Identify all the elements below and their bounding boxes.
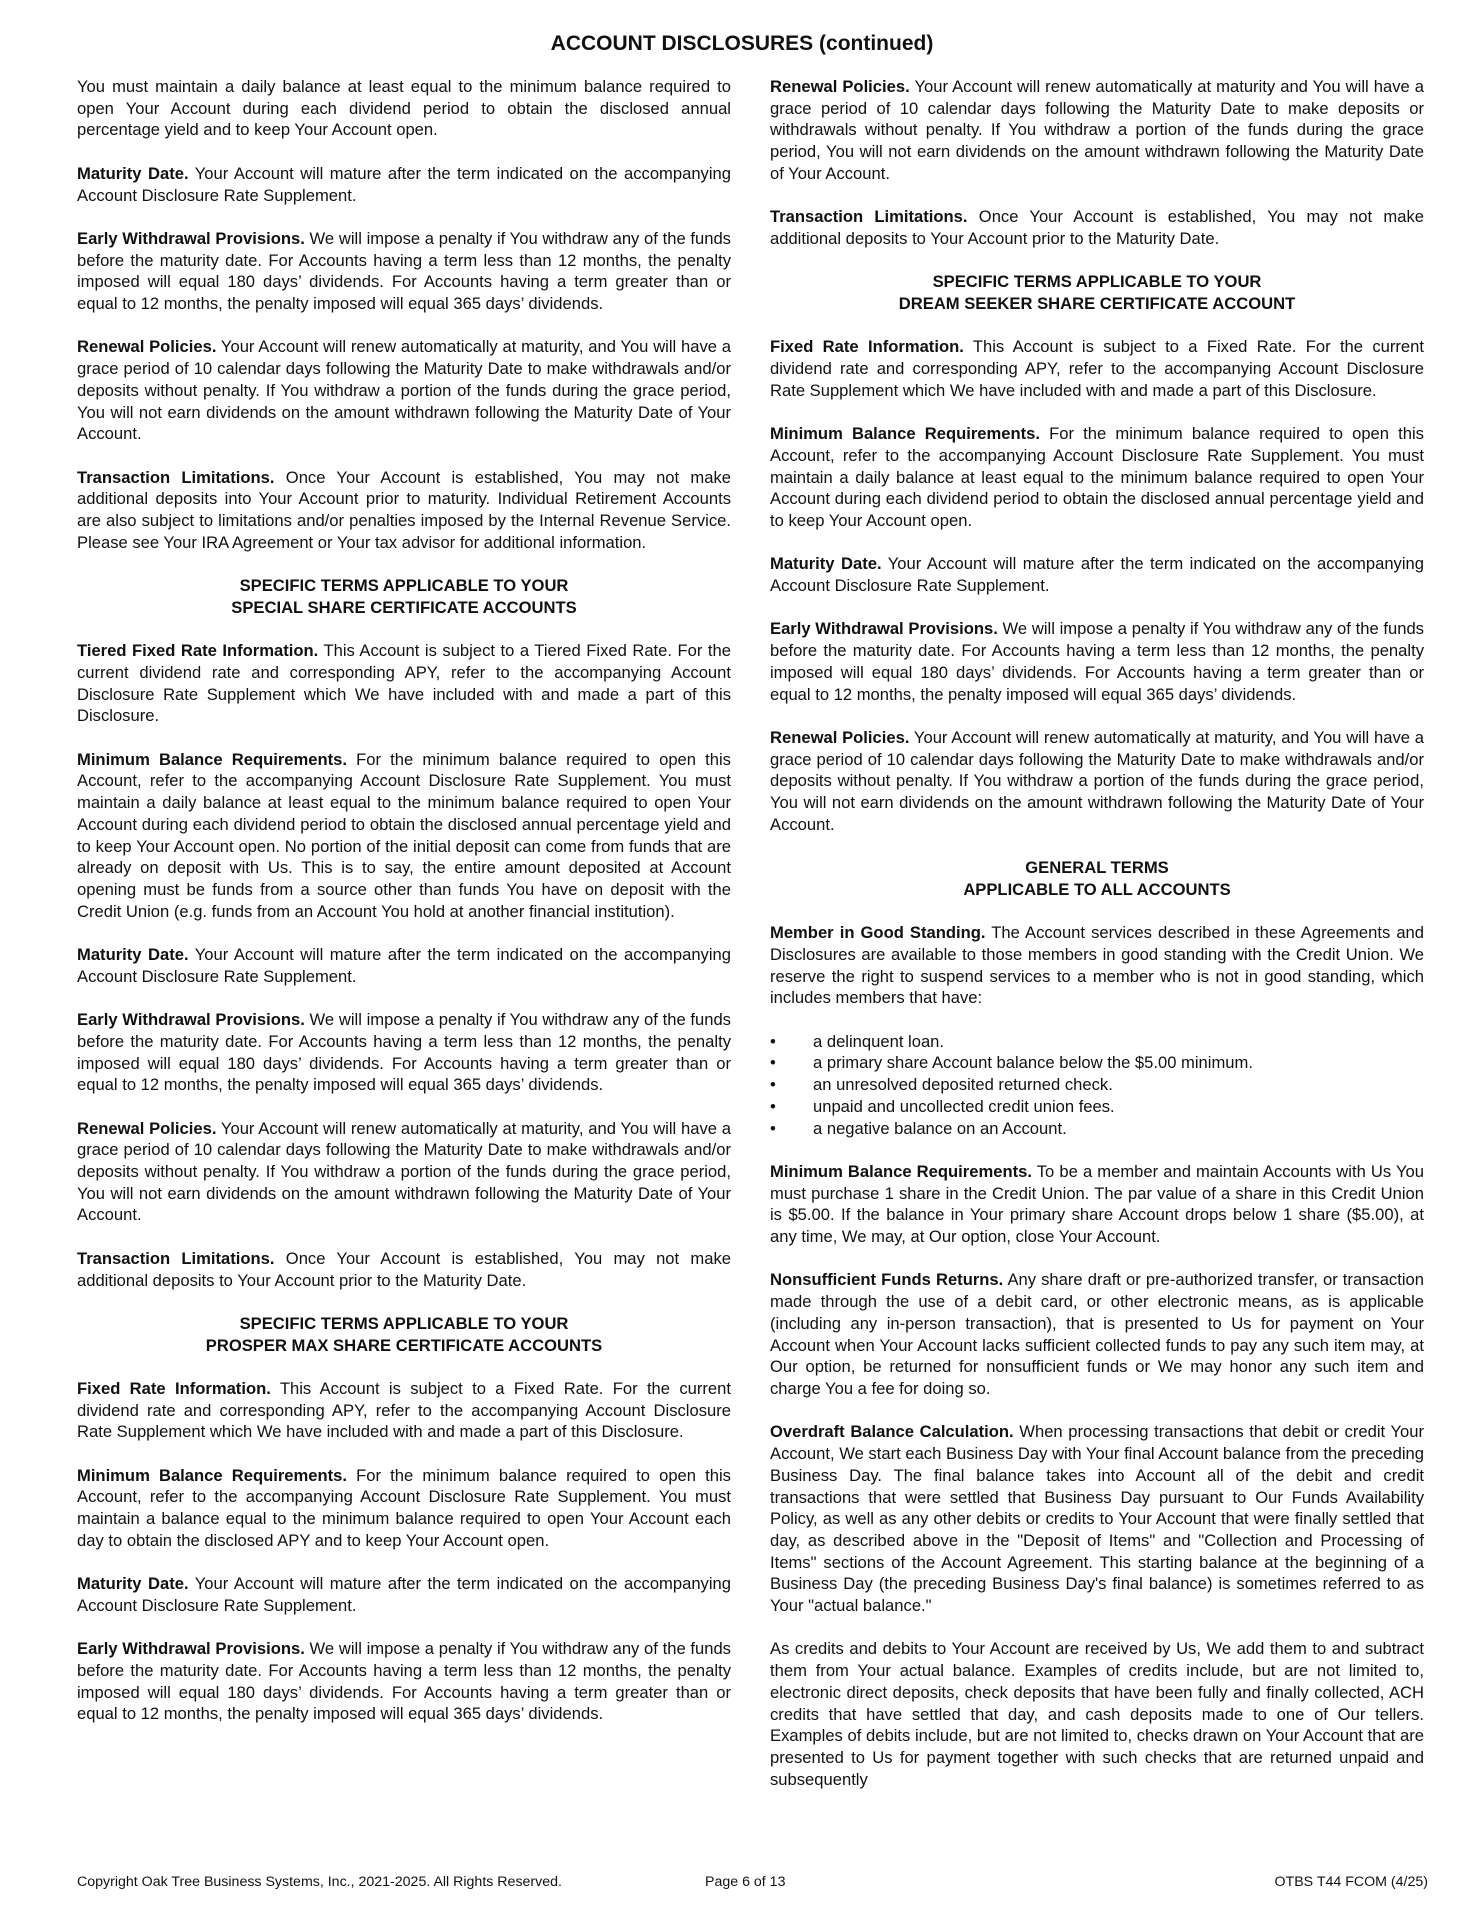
paragraph-text: We will impose a penalty if You withdraw any of the funds before the maturity date. For Accounts having a term less than 12 months, the penalty imposed will equal 180 days’ dividends. For Accounts having a term greater than or equal to 12 months, the penalty imposed will equal 365 days’ dividends. — [77, 1639, 731, 1724]
left-column — [77, 76, 731, 1747]
right-column — [770, 76, 1424, 1812]
paragraph — [770, 553, 1424, 596]
list-item — [770, 1031, 1424, 1053]
paragraph-text: Your Account will mature after the term indicated on the accompanying Account Disclosure Rate Supplement. — [770, 554, 1424, 596]
list-item — [770, 1052, 1424, 1074]
bullet-icon: • — [770, 1031, 776, 1051]
paragraph — [770, 618, 1424, 705]
paragraph-text: To be a member and maintain Accounts with Us You must purchase 1 share in the Credit Union. The par value of a share in this Credit Union is $5.00. If the balance in Your primary share Account drops below 1 share ($5.00), at any time, We may, at Our option, close Your Account. — [770, 1161, 1424, 1247]
paragraph-lead: Fixed Rate Information. — [77, 1378, 271, 1398]
paragraph-text: For the minimum balance required to open this Account, refer to the accompanying Account Disclosure Rate Supplement. You must maintain a balance equal to the minimum balance required to open Your Account each day to obtain the disclosed APY and to keep Your Account open. — [77, 1465, 731, 1550]
paragraph-text: Once Your Account is established, You may not make additional deposits to Your Account prior to the Maturity Date. — [77, 1248, 731, 1290]
section-heading-line: SPECIFIC TERMS APPLICABLE TO YOUR — [239, 1313, 569, 1333]
paragraph-lead: Transaction Limitations. — [77, 467, 275, 487]
paragraph-lead: Renewal Policies. — [770, 727, 910, 747]
paragraph — [770, 1421, 1424, 1616]
paragraph-text: As credits and debits to Your Account are received by Us, We add them to and subtract them from Your actual balance. Examples of credits include, but are not limited to, electronic direct deposits, check deposits that have been fully and finally collected, ACH credits that have settled that day, and cash deposits made to one of Our tellers. Examples of debits include, but are not limited to, checks drawn on Your Account that are presented to Us for payment together with such checks that are returned unpaid and subsequently — [770, 1639, 1424, 1789]
section-heading — [770, 857, 1424, 900]
paragraph — [770, 727, 1424, 836]
paragraph — [77, 1009, 731, 1096]
paragraph-text: Your Account will mature after the term indicated on the accompanying Account Disclosure Rate Supplement. — [77, 945, 731, 986]
paragraph-text: When processing transactions that debit or credit Your Account, We start each Business Day with Your final Account balance from the preceding Business Day. The final balance takes into Account all of the debit and credit transactions that were settled that Business Day pursuant to Our Funds Availability Policy, as well as any other debits or credits to Your Account that were finally settled that day, as described above in the "Deposit of Items" and "Collection and Processing of Items" sections of the Account Agreement. This starting balance at the beginning of a Business Day (the preceding Business Day's final balance) is sometimes referred to as Your "actual balance." — [770, 1422, 1424, 1616]
paragraph-lead: Early Withdrawal Provisions. — [77, 1010, 305, 1030]
bullet-icon: • — [770, 1118, 776, 1138]
paragraph-lead: Fixed Rate Information. — [770, 337, 964, 357]
paragraph-lead: Transaction Limitations. — [77, 1248, 275, 1268]
section-heading-line: SPECIFIC TERMS APPLICABLE TO YOUR — [932, 272, 1262, 292]
paragraph — [770, 206, 1424, 249]
paragraph-text: Your Account will mature after the term indicated on the accompanying Account Disclosure Rate Supplement. — [77, 1574, 731, 1615]
paragraph-lead: Maturity Date. — [77, 163, 189, 183]
section-heading — [770, 271, 1424, 314]
paragraph-lead: Member in Good Standing. — [770, 923, 986, 943]
paragraph-lead: Maturity Date. — [770, 554, 882, 574]
paragraph-text: The Account services described in these Agreements and Disclosures are available to those members in good standing with the Credit Union. We reserve the right to suspend services to a member who is not in good standing, which includes members that have: — [770, 923, 1425, 1008]
paragraph — [77, 1248, 731, 1291]
footer-form-code: OTBS T44 FCOM (4/25) — [1274, 1874, 1428, 1890]
paragraph-text: You must maintain a daily balance at least equal to the minimum balance required to open Your Account during each dividend period to obtain the disclosed annual percentage yield and to keep Your Account open. — [77, 77, 731, 140]
paragraph-lead: Early Withdrawal Provisions. — [77, 228, 305, 248]
paragraph — [770, 336, 1424, 401]
bullet-icon: • — [770, 1053, 776, 1073]
page-title: ACCOUNT DISCLOSURES (continued) — [550, 32, 934, 55]
paragraph — [77, 1378, 731, 1443]
section-heading-line: PROSPER MAX SHARE CERTIFICATE ACCOUNTS — [205, 1335, 603, 1355]
paragraph — [770, 1161, 1424, 1248]
paragraph — [77, 1465, 731, 1552]
paragraph-lead: Early Withdrawal Provisions. — [77, 1639, 305, 1659]
paragraph — [77, 336, 731, 445]
bullet-icon: • — [770, 1075, 776, 1095]
paragraph — [77, 163, 731, 206]
paragraph — [770, 1638, 1424, 1790]
paragraph-lead: Renewal Policies. — [77, 1118, 217, 1138]
paragraph-text: This Account is subject to a Fixed Rate. For the current dividend rate and corresponding APY, refer to the accompanying Account Disclosure Rate Supplement which We have included with and made a part of this Disclosure. — [77, 1378, 731, 1442]
paragraph — [77, 1118, 731, 1227]
paragraph-lead: Renewal Policies. — [770, 77, 910, 96]
paragraph-text: Your Account will renew automatically at maturity and You will have a grace period of 10 calendar days following the Maturity Date to make deposits or withdrawals without penalty. If You withdraw a portion of the funds during the grace period, You will not earn dividends on the amount withdrawn following the Maturity Date of Your Account. — [770, 77, 1425, 183]
section-heading-line: SPECIAL SHARE CERTIFICATE ACCOUNTS — [231, 597, 577, 617]
paragraph-text: For the minimum balance required to open this Account, refer to the accompanying Account Disclosure Rate Supplement. You must maintain a daily balance at least equal to the minimum balance required to open Your Account during each dividend period to obtain the disclosed annual percentage yield and to keep Your Account open. No portion of the initial deposit can come from funds that are already on deposit with Us. This is to say, the entire amount deposited at Account opening must be funds from a source other than funds You have on deposit with the Credit Union (e.g. funds from an Account You hold at another financial institution). — [77, 749, 731, 921]
section-heading — [77, 575, 731, 618]
paragraph — [770, 922, 1424, 1009]
bullet-list — [770, 1031, 1424, 1140]
paragraph — [77, 749, 731, 923]
paragraph-lead: Transaction Limitations. — [770, 207, 968, 227]
paragraph — [77, 1573, 731, 1616]
paragraph-text: Your Account will renew automatically at maturity, and You will have a grace period of 10 calendar days following the Maturity Date to make withdrawals and/or deposits without penalty. If You withdraw a portion of the funds during the grace period, You will not earn dividends on the amount withdrawn following the Maturity Date of Your Account. — [77, 1118, 732, 1225]
paragraph — [770, 1269, 1424, 1399]
paragraph-text: Your Account will renew automatically at maturity, and You will have a grace period of 10 calendar days following the Maturity Date to make withdrawals and/or deposits without penalty. If You withdraw a portion of the funds during the grace period, You will not earn dividends on the amount withdrawn following the Maturity Date of Your Account. — [770, 727, 1425, 834]
paragraph-text: This Account is subject to a Fixed Rate. For the current dividend rate and corresponding APY, refer to the accompanying Account Disclosure Rate Supplement which We have included with and made a part of this Disclosure. — [770, 337, 1424, 400]
paragraph — [77, 640, 731, 727]
paragraph-text: Once Your Account is established, You may not make additional deposits to Your Account prior to the Maturity Date. — [770, 207, 1424, 248]
paragraph-lead: Tiered Fixed Rate Information. — [77, 641, 319, 661]
section-heading-line: SPECIFIC TERMS APPLICABLE TO YOUR — [239, 576, 569, 596]
paragraph-text: This Account is subject to a Tiered Fixed Rate. For the current dividend rate and corresponding APY, refer to the accompanying Account Disclosure Rate Supplement which We have included with and made a part of this Disclosure. — [77, 641, 732, 726]
footer-copyright: Copyright Oak Tree Business Systems, Inc., 2021-2025. All Rights Reserved. — [77, 1874, 562, 1890]
paragraph-text: Once Your Account is established, You may not make additional deposits into Your Account prior to maturity. Individual Retirement Accounts are also subject to limitations and/or penalties imposed by the Internal Revenue Service. Please see Your IRA Agreement or Your tax advisor for additional information. — [77, 467, 731, 552]
paragraph-lead: Overdraft Balance Calculation. — [770, 1422, 1014, 1442]
paragraph-text: Any share draft or pre-authorized transfer, or transaction made through the use of a debit card, or other electronic means, as is applicable (including any in-person transaction), that is presented to Us for payment on Your Account when Your Account lacks sufficient collected funds to pay any such item may, at Our option, be returned for nonsufficient funds or We may honor any such item and charge You a fee for doing so. — [770, 1270, 1424, 1398]
paragraph — [77, 228, 731, 315]
paragraph — [77, 944, 731, 987]
section-heading — [77, 1313, 731, 1356]
paragraph-lead: Early Withdrawal Provisions. — [770, 619, 998, 639]
paragraph-lead: Minimum Balance Requirements. — [77, 749, 348, 769]
paragraph-lead: Renewal Policies. — [77, 337, 217, 357]
list-item-text: an unresolved deposited returned check. — [813, 1075, 1113, 1095]
paragraph-text: Your Account will renew automatically at maturity, and You will have a grace period of 10 calendar days following the Maturity Date to make withdrawals and/or deposits without penalty. If You withdraw a portion of the funds during the grace period, You will not earn dividends on the amount withdrawn following the Maturity Date of Your Account. — [77, 337, 732, 444]
list-item-text: a delinquent loan. — [813, 1031, 945, 1051]
section-heading-line: GENERAL TERMS — [1025, 858, 1169, 878]
paragraph-lead: Nonsufficient Funds Returns. — [770, 1270, 1004, 1290]
list-item-text: unpaid and uncollected credit union fees. — [813, 1096, 1115, 1116]
paragraph — [77, 76, 731, 141]
paragraph — [77, 1638, 731, 1725]
paragraph-lead: Maturity Date. — [77, 945, 189, 964]
paragraph-lead: Minimum Balance Requirements. — [770, 1161, 1032, 1181]
bullet-icon: • — [770, 1096, 776, 1116]
list-item — [770, 1118, 1424, 1140]
list-item-text: a negative balance on an Account. — [813, 1118, 1067, 1138]
paragraph — [770, 423, 1424, 532]
list-item — [770, 1074, 1424, 1096]
paragraph-lead: Maturity Date. — [77, 1574, 189, 1594]
footer-page-number: Page 6 of 13 — [705, 1874, 786, 1890]
paragraph-lead: Minimum Balance Requirements. — [770, 424, 1041, 444]
list-item — [770, 1096, 1424, 1118]
section-heading-line: APPLICABLE TO ALL ACCOUNTS — [963, 879, 1231, 899]
section-heading-line: DREAM SEEKER SHARE CERTIFICATE ACCOUNT — [898, 294, 1296, 313]
paragraph — [77, 467, 731, 554]
paragraph-lead: Minimum Balance Requirements. — [77, 1465, 348, 1485]
paragraph-text: For the minimum balance required to open this Account, refer to the accompanying Account Disclosure Rate Supplement. You must maintain a daily balance at least equal to the minimum balance required to open Your Account during each dividend period to obtain the disclosed annual percentage yield and to keep Your Account open. — [770, 424, 1424, 530]
paragraph-text: We will impose a penalty if You withdraw any of the funds before the maturity date. For Accounts having a term less than 12 months, the penalty imposed will equal 180 days’ dividends. For Accounts having a term greater than or equal to 12 months, the penalty imposed will equal 365 days’ dividends. — [77, 1010, 731, 1095]
list-item-text: a primary share Account balance below the $5.00 minimum. — [813, 1053, 1253, 1073]
paragraph-text: Your Account will mature after the term indicated on the accompanying Account Disclosure Rate Supplement. — [77, 163, 731, 205]
paragraph-text: We will impose a penalty if You withdraw any of the funds before the maturity date. For Accounts having a term less than 12 months, the penalty imposed will equal 180 days’ dividends. For Accounts having a term greater than or equal to 12 months, the penalty imposed will equal 365 days’ dividends. — [770, 619, 1424, 704]
paragraph — [770, 76, 1424, 185]
paragraph-text: We will impose a penalty if You withdraw any of the funds before the maturity date. For Accounts having a term less than 12 months, the penalty imposed will equal 180 days’ dividends. For Accounts having a term greater than or equal to 12 months, the penalty imposed will equal 365 days’ dividends. — [77, 228, 731, 313]
